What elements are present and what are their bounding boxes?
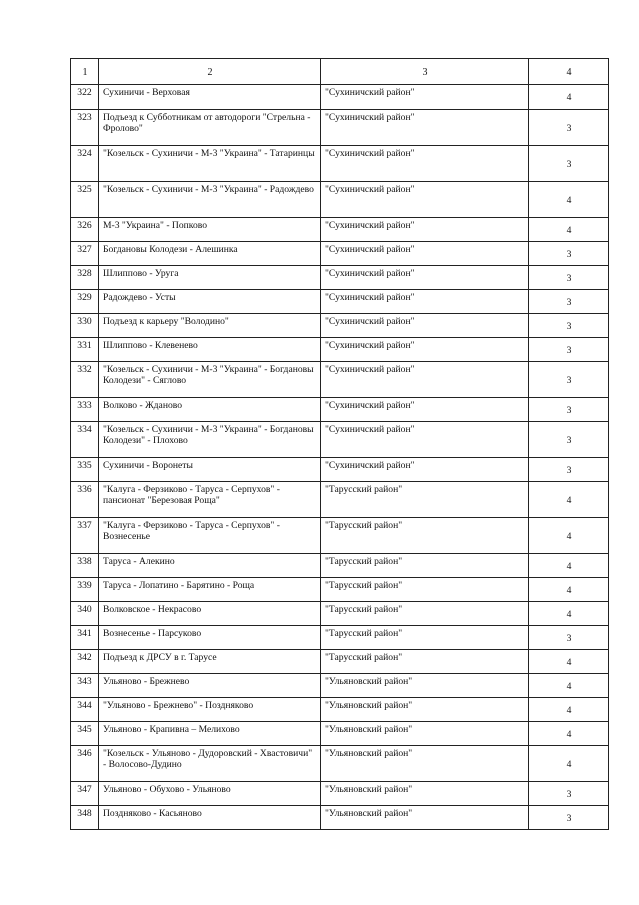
road-name: "Козельск - Сухиничи - М-3 "Украина" - Татаринцы bbox=[99, 146, 321, 182]
header-col-1: 1 bbox=[71, 59, 99, 85]
road-name: Таруса - Лопатино - Барятино - Роща bbox=[99, 578, 321, 602]
district-name: "Ульяновский район" bbox=[321, 674, 529, 698]
road-name: Волковское - Некрасово bbox=[99, 602, 321, 626]
table-row bbox=[71, 806, 609, 830]
road-name: М-3 "Украина" - Попково bbox=[99, 218, 321, 242]
table-row bbox=[71, 650, 609, 674]
table-row bbox=[71, 85, 609, 110]
road-name: Подъезд к карьеру "Володино" bbox=[99, 314, 321, 338]
road-category: 4 bbox=[529, 85, 609, 110]
table-row bbox=[71, 554, 609, 578]
road-name: Шлиппово - Клевенево bbox=[99, 338, 321, 362]
road-name: "Ульяново - Брежнево" - Поздняково bbox=[99, 698, 321, 722]
road-category: 3 bbox=[529, 266, 609, 290]
table-row bbox=[71, 578, 609, 602]
row-number: 325 bbox=[71, 182, 99, 218]
district-name: "Ульяновский район" bbox=[321, 698, 529, 722]
district-name: "Сухиничский район" bbox=[321, 85, 529, 110]
road-name: "Калуга - Ферзиково - Таруса - Серпухов" - Вознесенье bbox=[99, 518, 321, 554]
table-row bbox=[71, 146, 609, 182]
table-row bbox=[71, 782, 609, 806]
table-row bbox=[71, 398, 609, 422]
table-row bbox=[71, 338, 609, 362]
row-number: 345 bbox=[71, 722, 99, 746]
district-name: "Сухиничский район" bbox=[321, 110, 529, 146]
table-row bbox=[71, 482, 609, 518]
road-category: 4 bbox=[529, 674, 609, 698]
table-row bbox=[71, 182, 609, 218]
road-name: Богдановы Колодези - Алешинка bbox=[99, 242, 321, 266]
district-name: "Сухиничский район" bbox=[321, 266, 529, 290]
road-name: Таруса - Алекино bbox=[99, 554, 321, 578]
road-category: 4 bbox=[529, 578, 609, 602]
road-category: 4 bbox=[529, 602, 609, 626]
road-name: Подъезд к ДРСУ в г. Тарусе bbox=[99, 650, 321, 674]
road-category: 3 bbox=[529, 242, 609, 266]
row-number: 338 bbox=[71, 554, 99, 578]
road-name: Ульяново - Обухово - Ульяново bbox=[99, 782, 321, 806]
district-name: "Сухиничский район" bbox=[321, 458, 529, 482]
road-category: 4 bbox=[529, 482, 609, 518]
road-category: 3 bbox=[529, 362, 609, 398]
header-col-3: 3 bbox=[321, 59, 529, 85]
row-number: 337 bbox=[71, 518, 99, 554]
table-row bbox=[71, 314, 609, 338]
road-category: 3 bbox=[529, 110, 609, 146]
row-number: 328 bbox=[71, 266, 99, 290]
table-header-row bbox=[71, 59, 609, 85]
table-row bbox=[71, 518, 609, 554]
row-number: 344 bbox=[71, 698, 99, 722]
row-number: 339 bbox=[71, 578, 99, 602]
district-name: "Ульяновский район" bbox=[321, 806, 529, 830]
road-category: 4 bbox=[529, 218, 609, 242]
road-category: 4 bbox=[529, 182, 609, 218]
road-name: Подъезд к Субботникам от автодороги "Стрельна - Фролово" bbox=[99, 110, 321, 146]
district-name: "Сухиничский район" bbox=[321, 218, 529, 242]
district-name: "Сухиничский район" bbox=[321, 242, 529, 266]
road-name: Сухиничи - Верховая bbox=[99, 85, 321, 110]
table-row bbox=[71, 746, 609, 782]
row-number: 331 bbox=[71, 338, 99, 362]
road-name: Ульяново - Брежнево bbox=[99, 674, 321, 698]
row-number: 341 bbox=[71, 626, 99, 650]
header-col-2: 2 bbox=[99, 59, 321, 85]
road-category: 3 bbox=[529, 458, 609, 482]
road-category: 3 bbox=[529, 626, 609, 650]
district-name: "Сухиничский район" bbox=[321, 398, 529, 422]
road-name: Радождево - Усты bbox=[99, 290, 321, 314]
table-row bbox=[71, 422, 609, 458]
district-name: "Сухиничский район" bbox=[321, 182, 529, 218]
road-category: 4 bbox=[529, 698, 609, 722]
row-number: 329 bbox=[71, 290, 99, 314]
row-number: 340 bbox=[71, 602, 99, 626]
road-name: Шлиппово - Уруга bbox=[99, 266, 321, 290]
road-category: 3 bbox=[529, 422, 609, 458]
roads-table bbox=[70, 58, 609, 830]
road-name: Поздняково - Касьяново bbox=[99, 806, 321, 830]
road-category: 3 bbox=[529, 290, 609, 314]
district-name: "Тарусский район" bbox=[321, 482, 529, 518]
road-category: 3 bbox=[529, 338, 609, 362]
road-name: Ульяново - Крапивна – Мелихово bbox=[99, 722, 321, 746]
road-category: 4 bbox=[529, 554, 609, 578]
road-category: 4 bbox=[529, 746, 609, 782]
table-row bbox=[71, 698, 609, 722]
road-category: 3 bbox=[529, 782, 609, 806]
row-number: 322 bbox=[71, 85, 99, 110]
district-name: "Сухиничский район" bbox=[321, 290, 529, 314]
road-name: Сухиничи - Воронеты bbox=[99, 458, 321, 482]
row-number: 332 bbox=[71, 362, 99, 398]
district-name: "Тарусский район" bbox=[321, 578, 529, 602]
row-number: 343 bbox=[71, 674, 99, 698]
road-name: "Козельск - Сухиничи - М-3 "Украина" - Богдановы Колодези" - Сяглово bbox=[99, 362, 321, 398]
table-row bbox=[71, 674, 609, 698]
district-name: "Тарусский район" bbox=[321, 602, 529, 626]
district-name: "Ульяновский район" bbox=[321, 782, 529, 806]
table-row bbox=[71, 602, 609, 626]
row-number: 348 bbox=[71, 806, 99, 830]
road-category: 4 bbox=[529, 650, 609, 674]
road-name: Волково - Жданово bbox=[99, 398, 321, 422]
district-name: "Сухиничский район" bbox=[321, 362, 529, 398]
road-category: 3 bbox=[529, 398, 609, 422]
district-name: "Ульяновский район" bbox=[321, 746, 529, 782]
district-name: "Тарусский район" bbox=[321, 518, 529, 554]
table-row bbox=[71, 626, 609, 650]
district-name: "Тарусский район" bbox=[321, 626, 529, 650]
row-number: 336 bbox=[71, 482, 99, 518]
district-name: "Сухиничский район" bbox=[321, 314, 529, 338]
row-number: 326 bbox=[71, 218, 99, 242]
road-category: 4 bbox=[529, 518, 609, 554]
table-row bbox=[71, 362, 609, 398]
table-row bbox=[71, 110, 609, 146]
row-number: 333 bbox=[71, 398, 99, 422]
header-col-4: 4 bbox=[529, 59, 609, 85]
table-row bbox=[71, 266, 609, 290]
road-name: Вознесенье - Парсуково bbox=[99, 626, 321, 650]
table-row bbox=[71, 242, 609, 266]
row-number: 327 bbox=[71, 242, 99, 266]
road-category: 3 bbox=[529, 314, 609, 338]
table-row bbox=[71, 722, 609, 746]
road-name: "Козельск - Сухиничи - М-3 "Украина" - Богдановы Колодези" - Плохово bbox=[99, 422, 321, 458]
table-row bbox=[71, 218, 609, 242]
table-row bbox=[71, 290, 609, 314]
road-name: "Козельск - Сухиничи - М-3 "Украина" - Радождево bbox=[99, 182, 321, 218]
road-name: "Калуга - Ферзиково - Таруса - Серпухов" - пансионат "Березовая Роща" bbox=[99, 482, 321, 518]
row-number: 323 bbox=[71, 110, 99, 146]
district-name: "Тарусский район" bbox=[321, 650, 529, 674]
road-category: 3 bbox=[529, 146, 609, 182]
road-category: 3 bbox=[529, 806, 609, 830]
district-name: "Ульяновский район" bbox=[321, 722, 529, 746]
district-name: "Сухиничский район" bbox=[321, 422, 529, 458]
district-name: "Тарусский район" bbox=[321, 554, 529, 578]
row-number: 334 bbox=[71, 422, 99, 458]
row-number: 347 bbox=[71, 782, 99, 806]
row-number: 342 bbox=[71, 650, 99, 674]
row-number: 324 bbox=[71, 146, 99, 182]
district-name: "Сухиничский район" bbox=[321, 146, 529, 182]
road-name: "Козельск - Ульяново - Дудоровский - Хвастовичи" - Волосово-Дудино bbox=[99, 746, 321, 782]
row-number: 346 bbox=[71, 746, 99, 782]
roads-table-body bbox=[71, 59, 609, 830]
table-row bbox=[71, 458, 609, 482]
row-number: 335 bbox=[71, 458, 99, 482]
row-number: 330 bbox=[71, 314, 99, 338]
district-name: "Сухиничский район" bbox=[321, 338, 529, 362]
road-category: 4 bbox=[529, 722, 609, 746]
